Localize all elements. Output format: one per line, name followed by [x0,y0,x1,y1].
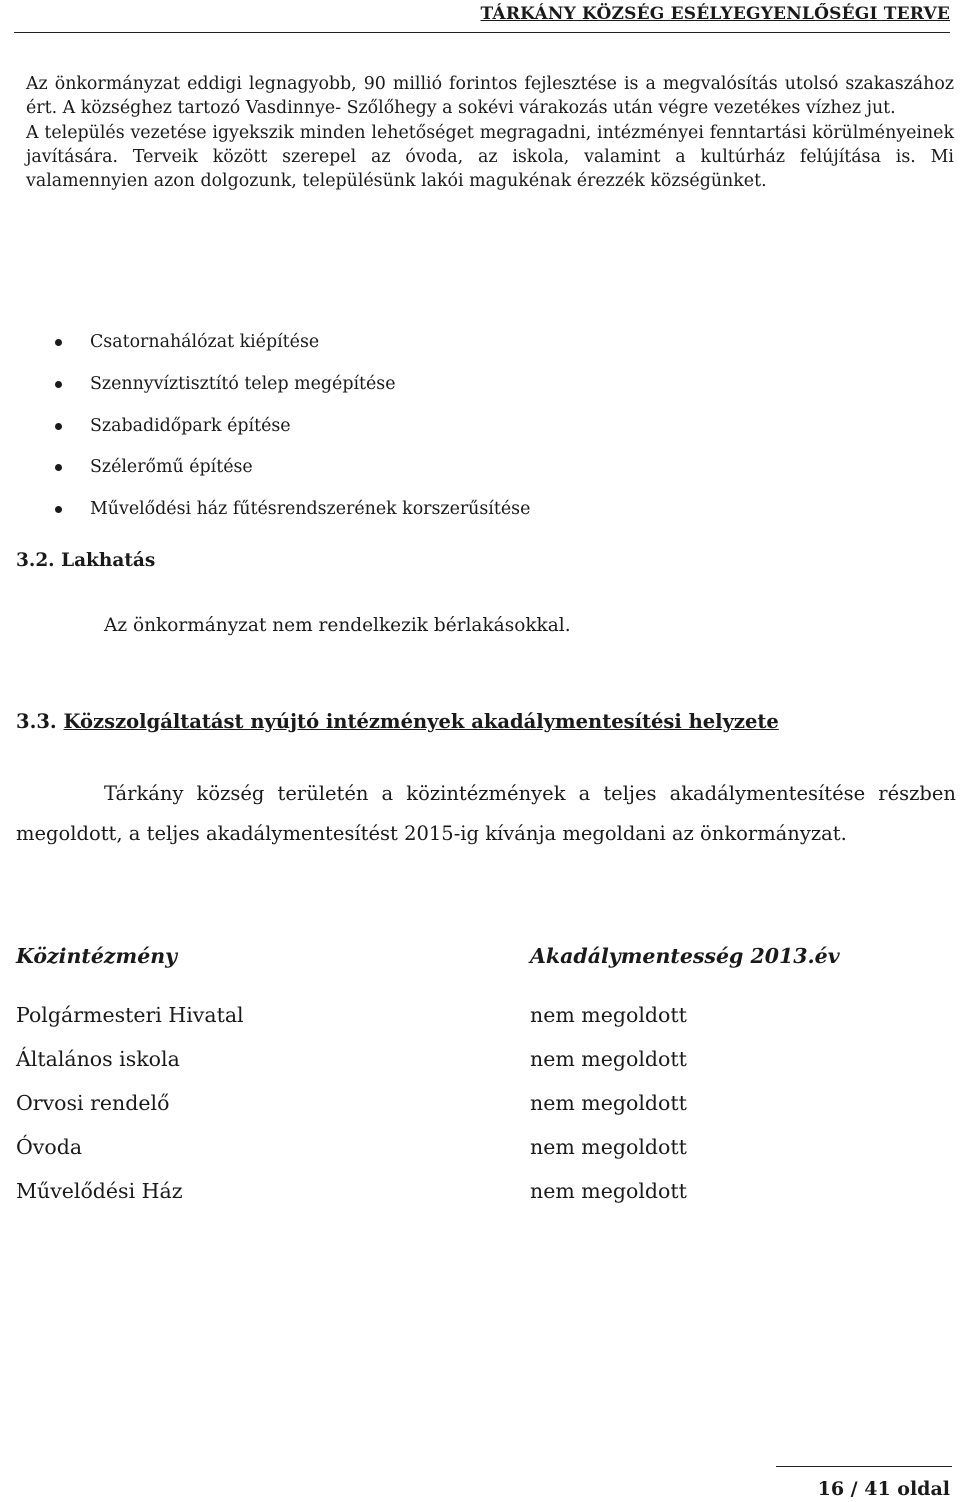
accessibility-status: nem megoldott [530,1179,687,1203]
page-header-title: TÁRKÁNY KÖZSÉG ESÉLYEGYENLŐSÉGI TERVE [480,4,950,24]
section-heading-kozszolgaltatas [16,710,779,733]
institution-name: Művelődési Ház [16,1179,183,1203]
section-heading-lakhatas: 3.2. Lakhatás [16,550,156,571]
section-text-lakhatas: Az önkormányzat nem rendelkezik bérlakásokkal. [104,615,571,636]
list-item-label: Csatornahálózat kiépítése [90,332,320,352]
institution-name: Általános iskola [16,1047,180,1071]
page-number: 16 / 41 oldal [817,1478,950,1500]
table-row [16,1129,916,1173]
institution-name: Orvosi rendelő [16,1091,170,1115]
bullet-icon [55,464,62,471]
intro-paragraph-2: A település vezetése igyekszik minden lehetőséget megragadni, intézményei fenntartási körülményeinek javítására. Terveik között szerepel az óvoda, az iskola, valamint a kultúrház felújítása is. Mi valamennyien azon dolgozunk, településünk lakói magukénak érezzék községünket. [26,122,954,192]
bullet-icon [55,381,62,388]
institution-name: Polgármesteri Hivatal [16,1003,244,1027]
table-header-row [16,938,916,997]
development-list [0,326,530,535]
list-item [0,368,530,410]
section-number: 3.3. [16,710,57,733]
bullet-icon [55,339,62,346]
table-row [16,1085,916,1129]
footer-divider [776,1466,952,1467]
list-item [0,451,530,493]
list-item-label: Művelődési ház fűtésrendszerének korszerűsítése [90,499,531,520]
list-item [0,410,530,452]
institution-name: Óvoda [16,1135,83,1159]
list-item [0,493,530,535]
column-header-institution: Közintézmény [16,944,178,968]
accessibility-status: nem megoldott [530,1091,687,1115]
list-item-label: Szélerőmű építése [90,457,253,478]
column-header-accessibility: Akadálymentesség 2013.év [530,944,840,968]
accessibility-status: nem megoldott [530,1003,687,1027]
intro-paragraph-1: Az önkormányzat eddigi legnagyobb, 90 millió forintos fejlesztése is a megvalósítás utolsó szakaszához ért. A községhez tartozó Vasdinnye- Szőlőhegy a sokévi várakozás után végre vezetékes vízhez jut. [26,74,954,119]
list-item-label: Szennyvíztisztító telep megépítése [90,373,396,394]
table-row [16,1041,916,1085]
accessibility-status: nem megoldott [530,1135,687,1159]
list-item-label: Szabadidőpark építése [90,415,291,436]
intro-text [26,72,954,193]
table-row [16,997,916,1041]
section-title: Közszolgáltatást nyújtó intézmények akadálymentesítési helyzete [63,710,779,733]
accessibility-status: nem megoldott [530,1047,687,1071]
bullet-icon [55,423,62,430]
table-row [16,1173,916,1217]
bullet-icon [55,506,62,513]
header-divider [14,32,950,33]
list-item [0,326,530,368]
accessibility-table [16,938,916,1217]
section-text-kozszolgaltatas: Tárkány község területén a közintézmények a teljes akadálymentesítése részben megoldott, a teljes akadálymentesítést 2015-ig kívánja megoldani az önkormányzat. [16,782,956,845]
